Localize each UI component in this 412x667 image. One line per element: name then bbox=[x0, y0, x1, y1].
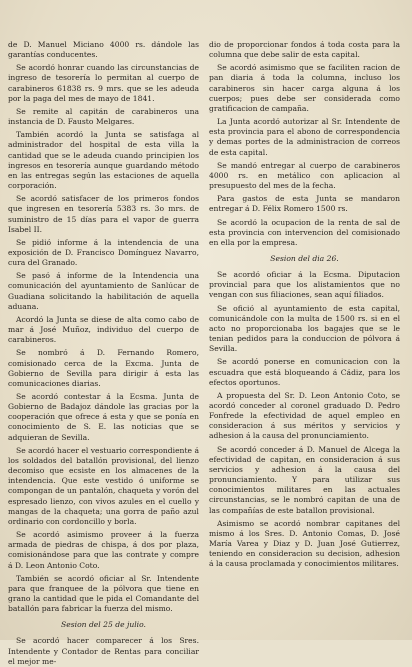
paragraph: Se acordó la ocupacion de la renta de sal de esta provincia con intervencion del comisionado en ella por la empresa. bbox=[209, 217, 400, 247]
paragraph: Se remite al capitán de carabineros una instancia de D. Fausto Melgares. bbox=[8, 106, 199, 127]
paragraph: Se acordó satisfacer de los primeros fondos que ingresen en tesorería 5383 rs. 3o mrs. de suministro de 15 días para el vapor de guerra Isabel II. bbox=[8, 194, 199, 234]
right-column bbox=[209, 40, 400, 632]
paragraph: Se pidió informe á la intendencia de una exposición de D. Francisco Domínguez Navarro, cura del Granado. bbox=[8, 237, 199, 268]
paragraph: Se acordó hacer el vestuario correspondiente á los soldados del batallón provisional, del lienzo decomiso que ecsiste en los almacenes de la intendencia. Que este vestido ó uniforme se compongan de un pantalón, chaqueta y vorón del espresado lienzo, con vivos azules en el cuello y mangas de la chaqueta; una gorra de paño azul ordinario con cordoncillo y borla. bbox=[8, 445, 199, 526]
two-column-text bbox=[8, 40, 400, 666]
left-column bbox=[8, 40, 199, 666]
paragraph: Se ofició al ayuntamiento de esta capital, comunicándole con la multa de 1500 rs. si en el acto no proporcionaba los bagajes que se le tenian pedidos para la conduccion de pólvora á Sevilla. bbox=[209, 303, 400, 354]
session-heading: Sesion del 25 de julio. bbox=[61, 620, 146, 630]
paragraph: También acordó la Junta se satisfaga al administrador del hospital de esta villa la cantidad que se le adeuda cuando principien los ingresos en tesorería aunque guardando método en las entregas según las estaciones de aquella corporación. bbox=[8, 130, 199, 191]
paragraph: Acordó la Junta se diese de alta como cabo de mar á José Muñoz, individuo del cuerpo de carabineros. bbox=[8, 314, 199, 345]
paragraph: Se acordó oficiar á la Ecsma. Diputacion provincial para que los alistamientos que no vengan con sus filiaciones, sean aquí filiados. bbox=[209, 270, 400, 300]
paragraph: También se acordó oficiar al Sr. Intendente para que franquee de la pólvora que tiene en grano la cantidad que le pida el Comandante del batallón para fabricar la fuerza del mismo. bbox=[8, 573, 199, 614]
paragraph: Se mandó entregar al cuerpo de carabineros 4000 rs. en metálico con aplicacion al presupuesto del mes de la fecha. bbox=[209, 160, 400, 191]
paragraph: Se acordó asimismo proveer á la fuerza armada de piedras de chispa, á dos por plaza, comisionándose para que las contrate y compre á D. Leon Antonio Coto. bbox=[8, 530, 199, 570]
paragraph: Se pasó á informe de la Intendencia una comunicación del ayuntamiento de Sanlúcar de Guadiana solicitando la habilitación de aquella aduana. bbox=[8, 271, 199, 311]
paragraph: Se acordó honrar cuando las circunstancias de ingreso de tesorería lo permitan al cuerpo de carabineros 61838 rs. 9 mrs. que se les adeuda por la paga del mes de mayo de 1841. bbox=[8, 63, 199, 103]
paragraph: dio de proporcionar fondos á toda costa para la columna que debe salir de esta capital. bbox=[209, 40, 400, 60]
paragraph: Para gastos de esta Junta se mandaron entregar á D. Félix Romero 1500 rs. bbox=[209, 194, 400, 214]
paragraph: Se acordó hacer comparecer á los Sres. Intendente y Contador de Rentas para conciliar el mejor me- bbox=[8, 636, 199, 666]
session-heading: Sesion del dia 26. bbox=[270, 253, 339, 263]
paragraph: Se acordó asimismo que se faciliten racion de pan diaria á toda la columna, incluso los carabineros sin hacer carga alguna á los cuerpos; pues debe ser considerada como gratificacion de campaña. bbox=[209, 63, 400, 113]
paragraph: Se acordó ponerse en comunicacion con la escuadra que está bloqueando á Cádiz, para los efectos oportunos. bbox=[209, 357, 400, 387]
paragraph: La Junta acordó autorizar al Sr. Intendente de esta provincia para el abono de correspondencia y demas portes de la administracion de correos de esta capital. bbox=[209, 117, 400, 157]
paragraph: Se acordó contestar á la Ecsma. Junta de Gobierno de Badajoz dándole las gracias por la cooperación que ofrece á esta y que se ponía en conocimiento de S. E. las noticias que se adquieran de Sevilla. bbox=[8, 392, 199, 442]
paragraph: Se nombró á D. Fernando Romero, comisionado cerca de la Excma. Junta de Gobierno de Sevilla para dirigir á esta las comunicaciones diarias. bbox=[8, 348, 199, 388]
paragraph: A propuesta del Sr. D. Leon Antonio Coto, se acordó conceder al coronel graduado D. Pedro Fonfrede la efectividad de aquel empleo en consideracion á sus méritos y servicios y adhesion á la causa del pronunciamiento. bbox=[209, 390, 400, 441]
paragraph: Asimismo se acordó nombrar capitanes del mismo á los Sres. D. Antonio Comas, D. José María Varea y Diaz y D. Juan José Gutierrez, teniendo en consideracion su decision, adhesion á la causa proclamada y conocimientos militares. bbox=[209, 518, 400, 569]
paragraph: Se acordó conceder á D. Manuel de Alcega la efectividad de capitan, en consideracion á sus servicios y adhesion á la causa del pronunciamiento. Y para utilizar sus conocimientos militares en las actuales circunstancias, se le nombró capitan de una de las compañías de este batallon provisional. bbox=[209, 444, 400, 515]
paragraph: de D. Manuel Miciano 4000 rs. dándole las garantías conducentes. bbox=[8, 40, 199, 60]
